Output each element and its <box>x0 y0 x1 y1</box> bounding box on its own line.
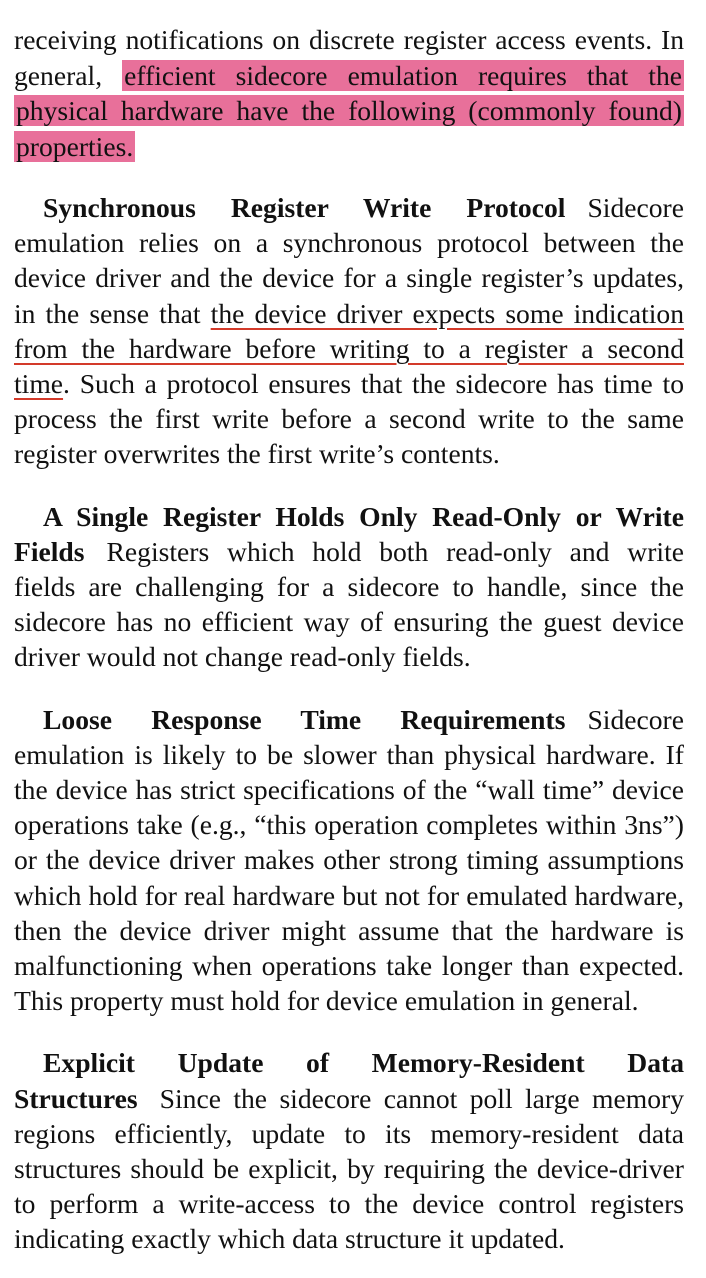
section-body: Sidecore emulation relies on a synchronous protocol between the device driver and the device for a single register’s updates, in the sense that <box>14 192 684 329</box>
section-heading: Loose Response Time Requirements <box>43 703 566 735</box>
underlined-text: the device driver expects some indication from the hardware before writing to a register a second time <box>14 297 684 400</box>
section-explicit-update <box>14 1045 684 1256</box>
section-body: Registers which hold both read-only and write fields are challenging for a sidecore to handle, since the sidecore has no efficient way of ensuring the guest device driver would not change read-only fields. <box>14 535 684 673</box>
section-synchronous-register-write-protocol <box>14 190 684 472</box>
paper-page <box>14 22 684 1257</box>
section-body-continued: . Such a protocol ensures that the sidecore has time to process the first write before a second write to the same register overwrites the first write’s contents. <box>14 368 684 470</box>
section-single-register-holds-only <box>14 499 684 675</box>
intro-text: receiving notifications on discrete register access events. In general, <box>14 24 684 91</box>
section-heading: Synchronous Register Write Protocol <box>43 192 566 223</box>
section-body: Since the sidecore cannot poll large memory regions efficiently, update to its memory-resident data structures should be explicit, by requiring the device-driver to perform a write-access to the device control registers indicating exactly which data structure it updated. <box>14 1082 684 1255</box>
intro-paragraph <box>14 22 684 164</box>
section-heading: Explicit Update of Memory-Resident Data Structures <box>14 1047 684 1114</box>
section-body: Sidecore emulation is likely to be slower than physical hardware. If the device has strict specifications of the “wall time” device operations take (e.g., “this operation completes within 3ns”) or the device driver makes other strong timing assumptions which hold for real hardware but not for emulated hardware, then the device driver might assume that the hardware is malfunctioning when operations take longer than expected. This property must hold for device emulation in general. <box>14 703 684 1017</box>
section-loose-response-time <box>14 702 684 1019</box>
section-heading: A Single Register Holds Only Read-Only or Write Fields <box>14 500 684 567</box>
highlighted-text: efficient sidecore emulation requires that the physical hardware have the following (commonly found) properties. <box>16 59 682 162</box>
